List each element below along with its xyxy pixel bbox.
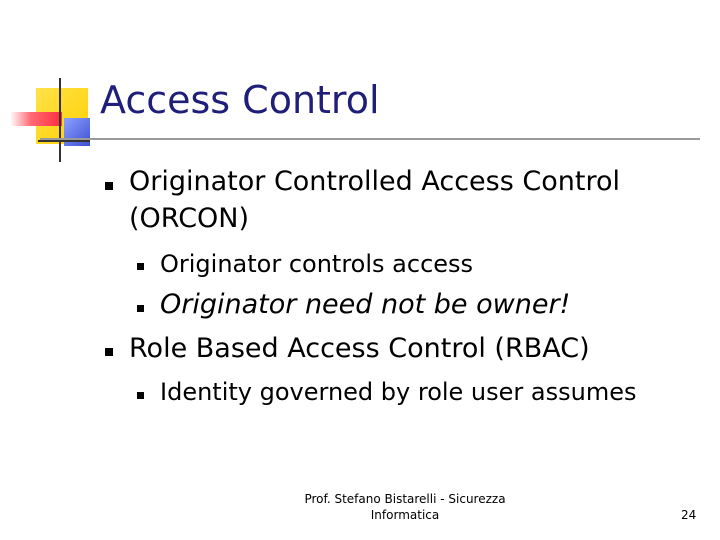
slide-title: Access Control — [100, 78, 380, 122]
red-bar — [10, 112, 62, 126]
sub-item-1-2: Originator need not be owner! — [160, 289, 571, 320]
bullet-square-icon — [105, 348, 113, 356]
bullet-square-icon — [137, 392, 144, 399]
page-number: 24 — [681, 508, 697, 522]
bullet-square-icon — [105, 182, 113, 190]
footer-line-1: Prof. Stefano Bistarelli - Sicurezza — [304, 492, 506, 506]
sub-item-2-1: Identity governed by role user assumes — [160, 378, 637, 406]
bullet-square-icon — [137, 263, 144, 270]
bullet-item-1-line1: Originator Controlled Access Control — [129, 166, 620, 197]
horizontal-line — [38, 140, 90, 142]
footer — [290, 491, 520, 523]
vertical-line — [59, 78, 61, 162]
footer-line-2: Informatica — [370, 508, 440, 522]
bullet-square-icon — [137, 305, 144, 312]
bullet-item-1-line2: (ORCON) — [129, 203, 250, 234]
title-divider — [40, 138, 700, 140]
bullet-item-2: Role Based Access Control (RBAC) — [129, 333, 590, 364]
sub-item-1-1: Originator controls access — [160, 250, 474, 278]
